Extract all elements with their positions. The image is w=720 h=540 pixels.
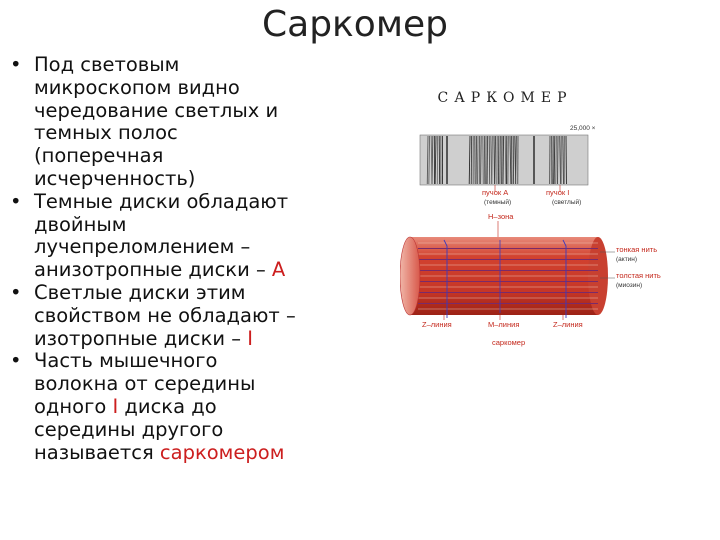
bullet-dot-icon: • bbox=[10, 349, 22, 373]
bullet-item bbox=[8, 191, 298, 282]
z-line-left-label: Z–линия bbox=[422, 320, 452, 329]
bullet-dot-icon: • bbox=[10, 53, 22, 76]
sarcomere-figure bbox=[400, 80, 710, 350]
micrograph-stripe bbox=[508, 136, 509, 184]
bullet-highlight: I bbox=[247, 326, 253, 350]
bullet-text: Под световым микроскопом видно чередование светлых и темных полос (поперечная исчерченность) bbox=[34, 53, 279, 190]
bullet-text: диска до середины другого называется bbox=[34, 394, 224, 464]
h-zone-label: H–зона bbox=[488, 212, 514, 221]
micrograph-stripe bbox=[500, 136, 501, 184]
scale-label: 25,000 × bbox=[570, 125, 596, 132]
band-i-sub: (светлый) bbox=[552, 199, 582, 206]
bullet-dot-icon: • bbox=[10, 189, 22, 213]
figure-heading: САРКОМЕР bbox=[437, 90, 573, 106]
thick-filament-label: толстая нить bbox=[616, 271, 661, 280]
micrograph bbox=[420, 135, 588, 185]
band-i-label: пучок I bbox=[546, 188, 570, 197]
bullet-text: Часть мышечного волокна от середины одного bbox=[34, 349, 256, 418]
thin-filament-label: тонкая нить bbox=[616, 245, 658, 254]
bullet-highlight: I bbox=[112, 394, 119, 418]
bullet-text: Темные диски обладают двойным лучепреломлением – анизотропные диски – bbox=[34, 189, 289, 282]
z-line-right-label: Z–линия bbox=[553, 320, 583, 329]
band-a-sub: (темный) bbox=[484, 199, 512, 206]
sarcomere-label: саркомер bbox=[492, 338, 526, 347]
bullet-item bbox=[8, 282, 298, 350]
thin-filament-sub: (актин) bbox=[616, 256, 638, 263]
micrograph-stripe bbox=[503, 136, 504, 184]
bullet-item bbox=[8, 350, 298, 464]
micrograph-stripe bbox=[481, 136, 482, 184]
bullet-item bbox=[8, 54, 298, 191]
bullet-dot-icon: • bbox=[10, 280, 22, 304]
slide-title: Саркомер bbox=[262, 4, 448, 45]
thick-filament-sub: (миозин) bbox=[616, 282, 643, 289]
band-a-label: пучок A bbox=[482, 188, 509, 197]
bullet-text: Светлые диски этим свойством не обладают – изотропные диски – bbox=[34, 280, 296, 350]
bullet-list bbox=[8, 54, 298, 464]
muscle-fiber bbox=[400, 237, 608, 318]
micrograph-stripe bbox=[476, 136, 477, 184]
m-line-label: M–линия bbox=[488, 320, 520, 329]
bullet-highlight: А bbox=[271, 258, 286, 282]
bullet-highlight: саркомером bbox=[159, 440, 285, 464]
micrograph-stripe bbox=[492, 136, 493, 184]
